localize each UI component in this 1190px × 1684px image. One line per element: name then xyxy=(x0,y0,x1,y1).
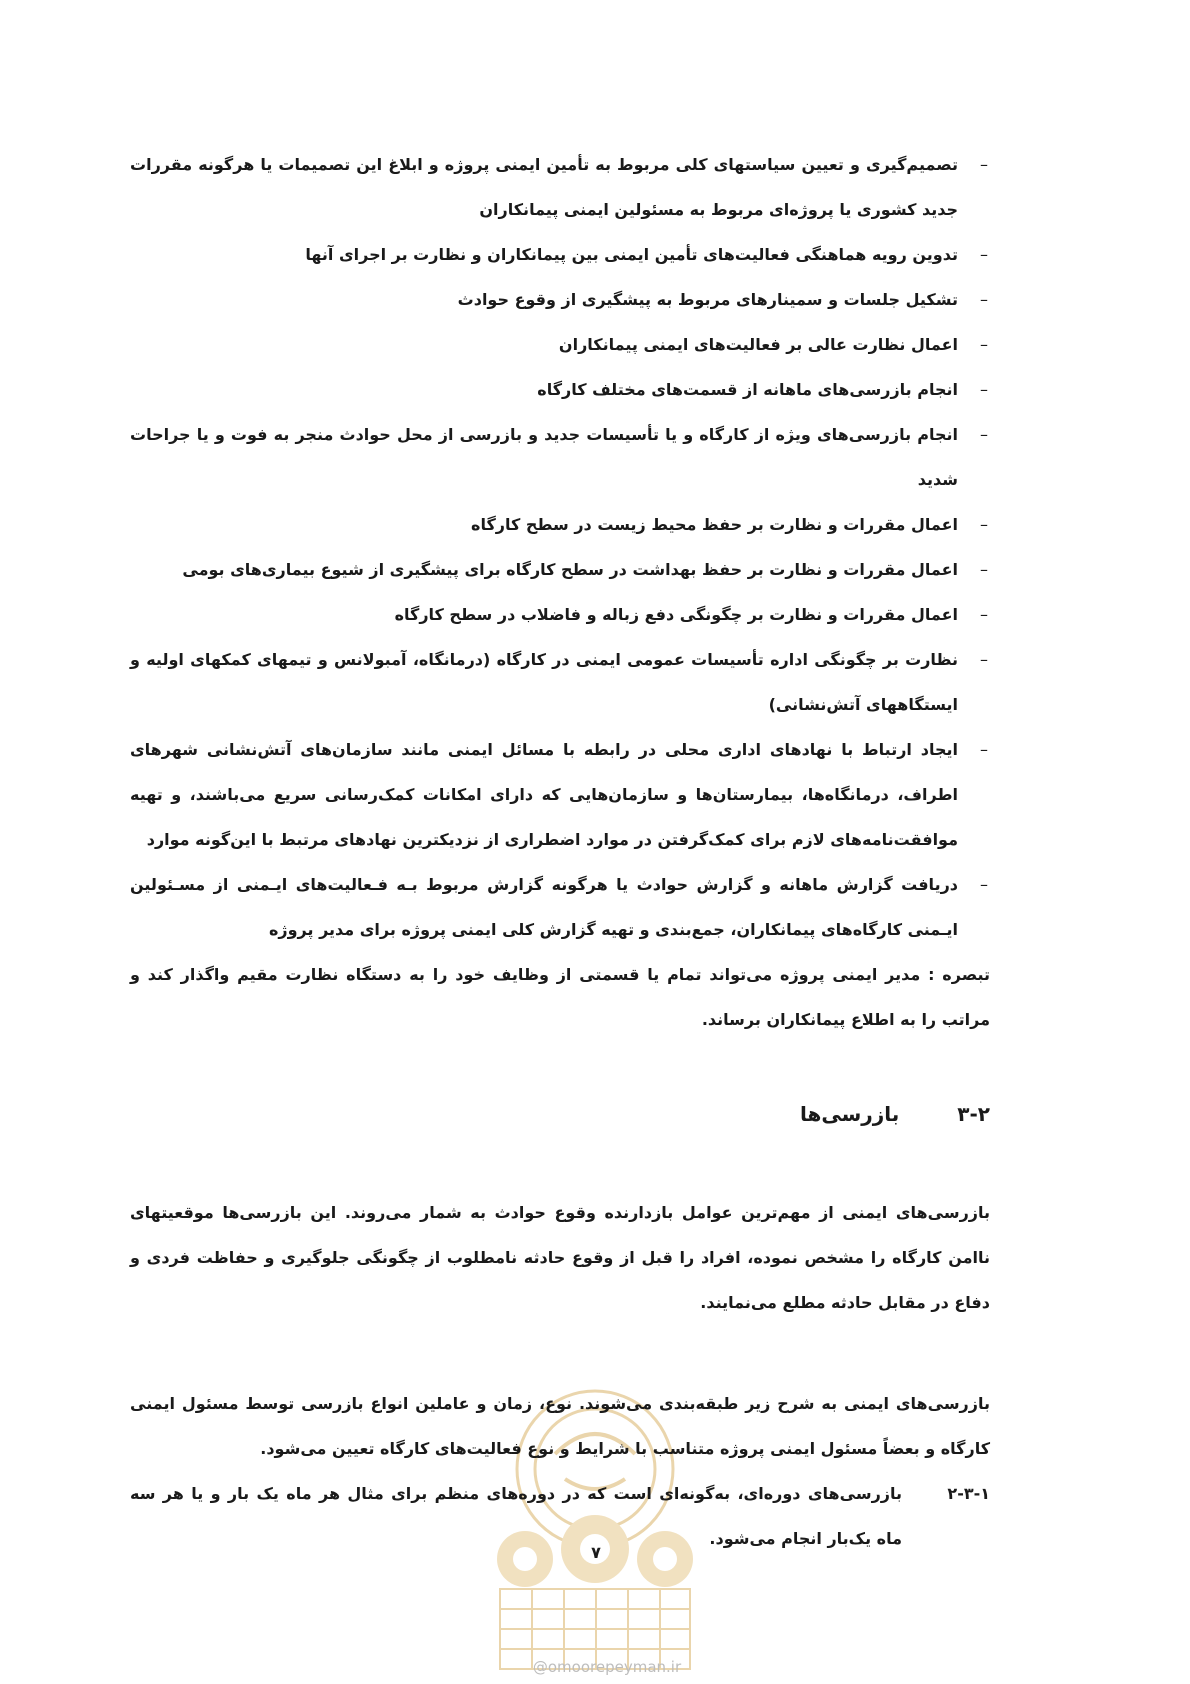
list-item xyxy=(130,547,990,592)
list-item xyxy=(130,232,990,277)
list-item xyxy=(130,502,990,547)
list-item-text: تصمیم‌گیری و تعیین سیاستهای کلی مربوط به تأمین ایمنی پروژه و ابلاغ این تصمیمات یا هرگونه مقررات جدید کشوری یا پروژه‌ای مربوط به مسئولین ایمنی پیمانکاران xyxy=(130,155,958,219)
page-number: ۷ xyxy=(591,1543,601,1562)
dash-marker: – xyxy=(980,605,988,624)
list-item xyxy=(130,367,990,412)
list-item xyxy=(130,322,990,367)
list-item-text: تدوین رویه هماهنگی فعالیت‌های تأمین ایمنی بین پیمانکاران و نظارت بر اجرای آنها xyxy=(305,245,958,264)
watermark-text: @omoorepeyman.ir xyxy=(532,1658,682,1676)
list-item-text: تشکیل جلسات و سمینارهای مربوط به پیشگیری از وقوع حوادث xyxy=(457,290,958,309)
subsection-text: بازرسی‌های دوره‌ای، به‌گونه‌ای است که در دوره‌های منظم برای مثال هر ماه یک بار و یا هر سه ماه یک‌بار انجام می‌شود. xyxy=(130,1484,902,1548)
list-item xyxy=(130,727,990,862)
duties-list xyxy=(130,142,990,952)
dash-marker: – xyxy=(980,290,988,309)
section-heading xyxy=(130,1094,990,1134)
main-content xyxy=(130,142,990,1561)
list-item xyxy=(130,277,990,322)
section-title: بازرسی‌ها xyxy=(799,1102,900,1126)
list-item-text: انجام بازرسی‌های ماهانه از قسمت‌های مختلف کارگاه xyxy=(537,380,958,399)
dash-marker: – xyxy=(980,380,988,399)
subsection-item xyxy=(130,1471,990,1561)
list-item-text: انجام بازرسی‌های ویژه از کارگاه و یا تأسیسات جدید و بازرسی از محل حوادث منجر به فوت و یا جراحات شدید xyxy=(130,425,958,489)
list-item-text: دریافت گزارش ماهانه و گزارش حوادث یا هرگونه گزارش مربوط بـه فـعالیت‌های ایـمنی از مسـئولین ایـمنی کارگاه‌های پیمانکاران، جمع‌بندی و تهیه گزارش کلی ایمنی پروژه برای مدیر پروژه xyxy=(130,875,958,939)
dash-marker: – xyxy=(980,335,988,354)
list-item-text: ایجاد ارتباط با نهادهای اداری محلی در رابطه با مسائل ایمنی مانند سازمان‌های آتش‌نشانی شهرهای اطراف، درمانگاه‌ها، بیمارستان‌ها و سازمان‌هایی که دارای امکانات کمک‌رسانی سریع می‌باشند، و تهیه موافقت‌نامه‌های لازم برای کمک‌گرفتن در موارد اضطراری از نزدیکترین نهادهای مرتبط با این‌گونه موارد xyxy=(130,740,958,849)
dash-marker: – xyxy=(980,425,988,444)
dash-marker: – xyxy=(980,245,988,264)
dash-marker: – xyxy=(980,740,988,759)
list-item xyxy=(130,142,990,232)
dash-marker: – xyxy=(980,515,988,534)
list-item-text: اعمال نظارت عالی بر فعالیت‌های ایمنی پیمانکاران xyxy=(558,335,958,354)
note-paragraph: تبصره : مدیر ایمنی پروژه می‌تواند تمام یا قسمتی از وظایف خود را به دستگاه نظارت مقیم واگذار کند و مراتب را به اطلاع پیمانکاران برساند. xyxy=(130,965,990,1029)
body-paragraph: بازرسی‌های ایمنی از مهم‌ترین عوامل بازدارنده وقوع حوادث به شمار می‌روند. این بازرسی‌ها موقعیتهای ناامن کارگاه را مشخص نموده، افراد را قبل از وقوع حادثه نامطلوب از چگونگی جلوگیری و حفاظت فردی و دفاع در مقابل حادثه مطلع می‌نمایند. xyxy=(130,1203,990,1312)
list-item-text: اعمال مقررات و نظارت بر حفظ محیط زیست در سطح کارگاه xyxy=(471,515,958,534)
list-item xyxy=(130,592,990,637)
dash-marker: – xyxy=(980,560,988,579)
list-item xyxy=(130,862,990,952)
dash-marker: – xyxy=(980,650,988,669)
body-paragraph: بازرسی‌های ایمنی به شرح زیر طبقه‌بندی می‌شوند. نوع، زمان و عاملین انواع بازرسی توسط مسئول ایمنی کارگاه و بعضاً مسئول ایمنی پروژه متناسب با شرایط و نوع فعالیت‌های کارگاه تعیین می‌شود. xyxy=(130,1394,990,1458)
dash-marker: – xyxy=(980,875,988,894)
list-item xyxy=(130,637,990,727)
list-item-text: نظارت بر چگونگی اداره تأسیسات عمومی ایمنی در کارگاه (درمانگاه، آمبولانس و تیمهای کمکهای اولیه و ایستگاههای آتش‌نشانی) xyxy=(130,650,958,714)
section-number: ۳-۲ xyxy=(957,1102,990,1126)
list-item-text: اعمال مقررات و نظارت بر حفظ بهداشت در سطح کارگاه برای پیشگیری از شیوع بیماری‌های بومی xyxy=(182,560,958,579)
subsection-number: ۲-۳-۱ xyxy=(947,1484,990,1503)
dash-marker: – xyxy=(980,155,988,174)
list-item xyxy=(130,412,990,502)
list-item-text: اعمال مقررات و نظارت بر چگونگی دفع زباله و فاضلاب در سطح کارگاه xyxy=(394,605,958,624)
